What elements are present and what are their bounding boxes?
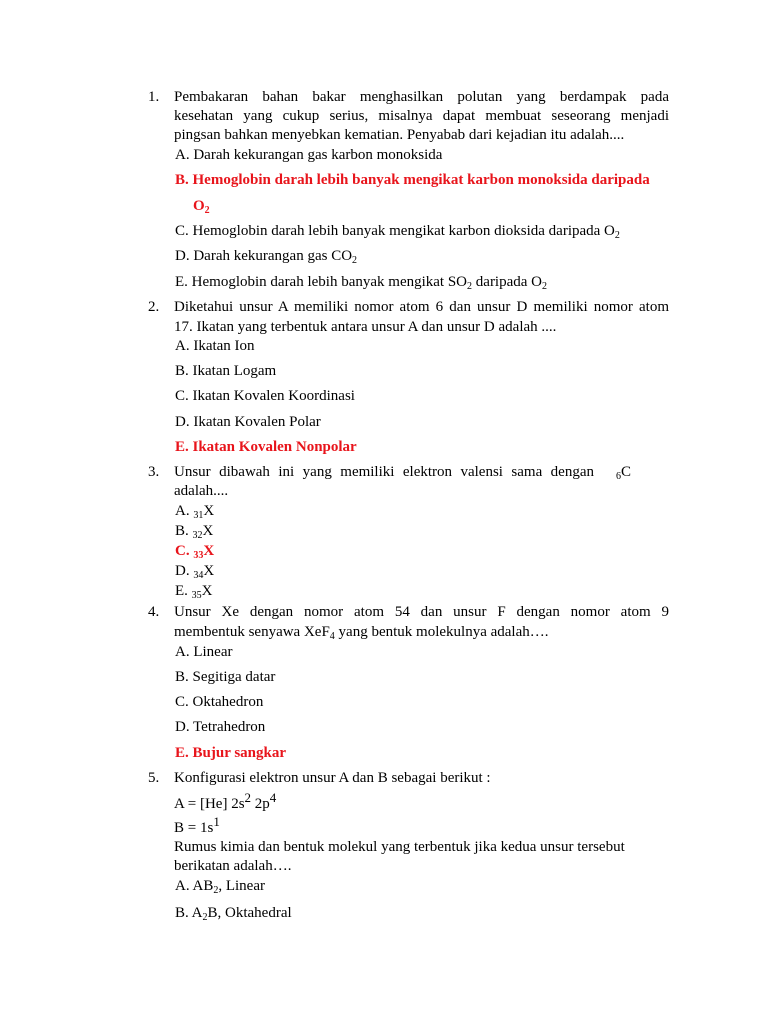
question-stem-line: membentuk senyawa XeF$_4$ yang bentuk molekulnya adalah….: [174, 624, 549, 642]
question-stem-line: Konfigurasi elektron unsur A dan B sebagai berikut :: [174, 770, 491, 786]
option-b-answer-continued: $O_2$: [193, 198, 210, 216]
option-d: D. $_{34}$X: [175, 563, 215, 581]
option-a: A. Linear: [175, 644, 233, 660]
option-c-answer: C. $_{33}$X: [175, 543, 215, 561]
question-stem-line: adalah....: [174, 483, 229, 499]
option-a: A. Ikatan Ion: [175, 338, 255, 354]
option-c: C. Hemoglobin darah lebih banyak mengikat karbon dioksida daripada $O_2$: [175, 223, 620, 241]
option-d: D. Darah kekurangan gas $CO_2$: [175, 248, 358, 266]
option-e: E. $_{35}$X: [175, 583, 213, 601]
electron-configuration-b: B = 1s1: [174, 814, 220, 836]
question-stem-line: Diketahui unsur A memiliki nomor atom 6 dan unsur D memiliki nomor atom: [174, 299, 669, 315]
option-e-answer: E. Bujur sangkar: [175, 745, 287, 761]
electron-configuration-a: A = [He] 2s2 2p4: [174, 790, 277, 812]
option-a: A. Darah kekurangan gas karbon monoksida: [175, 147, 443, 163]
question-number: 3.: [148, 464, 160, 480]
question-stem-line: berikatan adalah….: [174, 858, 292, 874]
option-b: B. Segitiga datar: [175, 669, 276, 685]
question-stem-line: Unsur dibawah ini yang memiliki elektron valensi sama dengan: [174, 464, 594, 480]
option-c: C. Ikatan Kovalen Koordinasi: [175, 388, 355, 404]
element-symbol: $_6$C: [616, 464, 632, 482]
option-d: D. Ikatan Kovalen Polar: [175, 414, 321, 430]
question-stem-line: kesehatan yang cukup serius, misalnya dapat membuat seseorang menjadi: [174, 108, 669, 124]
question-stem-line: Rumus kimia dan bentuk molekul yang terbentuk jika kedua unsur tersebut: [174, 839, 625, 855]
question-number: 2.: [148, 299, 160, 315]
option-e-answer: E. Ikatan Kovalen Nonpolar: [175, 439, 357, 455]
option-b-answer: B. Hemoglobin darah lebih banyak mengikat karbon monoksida daripada: [175, 172, 650, 188]
question-number: 4.: [148, 604, 160, 620]
option-a: A. $AB_2$, Linear: [175, 878, 265, 896]
option-d: D. Tetrahedron: [175, 719, 266, 735]
option-e: E. Hemoglobin darah lebih banyak mengikat $SO_2$ daripada $O_2$: [175, 274, 547, 292]
option-b: B. $A_2B$, Oktahedral: [175, 905, 292, 923]
option-b: B. $_{32}$X: [175, 523, 214, 541]
question-number: 1.: [148, 89, 160, 105]
option-b: B. Ikatan Logam: [175, 363, 277, 379]
question-number: 5.: [148, 770, 160, 786]
question-stem-line: Unsur Xe dengan nomor atom 54 dan unsur F dengan nomor atom 9: [174, 604, 669, 620]
option-c: C. Oktahedron: [175, 694, 264, 710]
question-stem-line: pingsan bahkan menyebkan kematian. Penyabab dari kejadian itu adalah....: [174, 127, 625, 143]
question-stem-line: 17. Ikatan yang terbentuk antara unsur A dan unsur D adalah ....: [174, 319, 557, 335]
option-a: A. $_{31}$X: [175, 503, 215, 521]
question-stem-line: Pembakaran bahan bakar menghasilkan polutan yang berdampak pada: [174, 89, 669, 105]
